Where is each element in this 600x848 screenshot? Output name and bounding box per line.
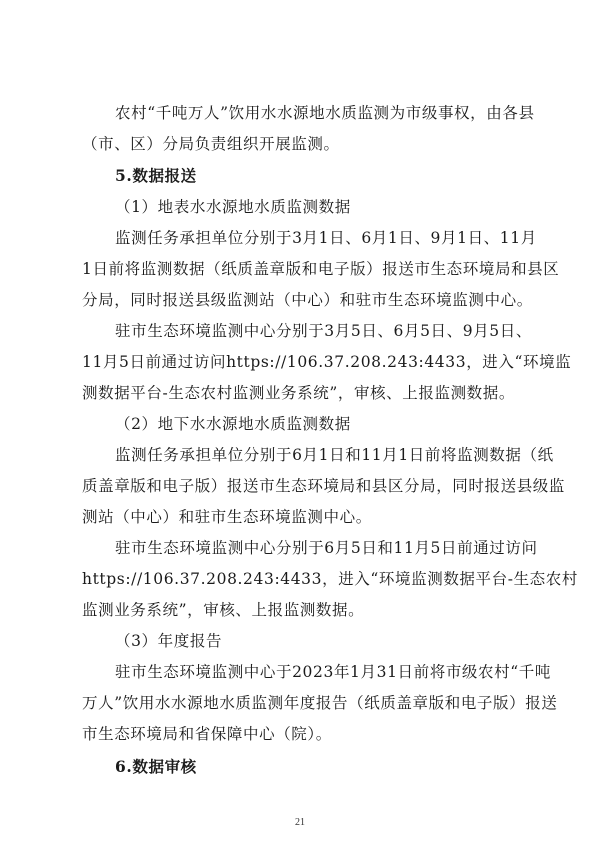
paragraph-line: 万人”饮用水水源地水质监测年度报告（纸质盖章版和电子版）报送 bbox=[82, 694, 558, 712]
paragraph-line: 分局，同时报送县级监测站（中心）和驻市生态环境监测中心。 bbox=[82, 291, 533, 309]
paragraph-line: 农村“千吨万人”饮用水水源地水质监测为市级事权，由各县 bbox=[115, 104, 535, 122]
paragraph-line: 测数据平台-生态农村监测业务系统”，审核、上报监测数据。 bbox=[82, 384, 515, 402]
subsection-heading: （1）地表水水源地水质监测数据 bbox=[115, 198, 351, 216]
paragraph-line: 11月5日前通过访问https://106.37.208.243:4433，进入“环境监 bbox=[82, 353, 572, 371]
paragraph-line: https://106.37.208.243:4433，进入“环境监测数据平台-生态农村 bbox=[82, 570, 578, 588]
paragraph-line: 监测任务承担单位分别于6月1日和11月1日前将监测数据（纸 bbox=[115, 446, 554, 464]
section-heading: 5.数据报送 bbox=[115, 166, 197, 185]
section-heading: 6.数据审核 bbox=[115, 757, 197, 776]
paragraph-line: 驻市生态环境监测中心于2023年1月31日前将市级农村“千吨 bbox=[115, 663, 551, 681]
paragraph-line: 监测任务承担单位分别于3月1日、6月1日、9月1日、11月 bbox=[115, 229, 537, 247]
paragraph-line: 质盖章版和电子版）报送市生态环境局和县区分局，同时报送县级监 bbox=[82, 477, 566, 495]
paragraph-line: 驻市生态环境监测中心分别于3月5日、6月5日、9月5日、 bbox=[115, 322, 532, 340]
page-number: 21 bbox=[295, 817, 305, 828]
subsection-heading: （2）地下水水源地水质监测数据 bbox=[115, 415, 351, 433]
paragraph-line: 市生态环境局和省保障中心（院）。 bbox=[82, 725, 332, 743]
paragraph-line: 1日前将监测数据（纸质盖章版和电子版）报送市生态环境局和县区 bbox=[82, 260, 560, 278]
paragraph-line: （市、区）分局负责组织开展监测。 bbox=[82, 135, 340, 153]
paragraph-line: 驻市生态环境监测中心分别于6月5日和11月5日前通过访问 bbox=[115, 539, 538, 557]
subsection-heading: （3）年度报告 bbox=[115, 632, 223, 650]
paragraph-line: 测站（中心）和驻市生态环境监测中心。 bbox=[82, 508, 372, 526]
paragraph-line: 监测业务系统”，审核、上报监测数据。 bbox=[82, 601, 365, 619]
